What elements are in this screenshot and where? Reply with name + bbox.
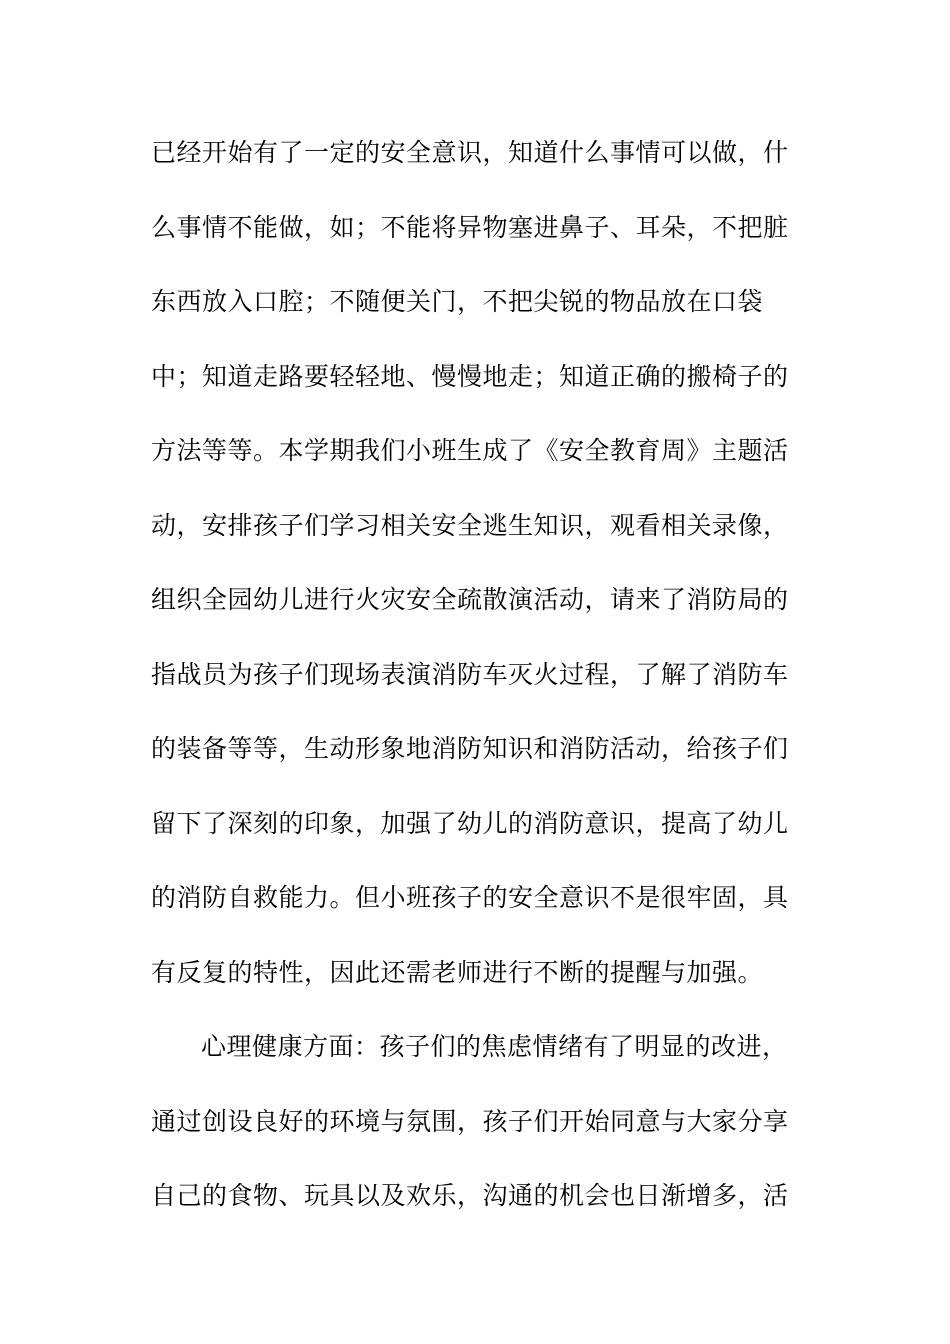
text-line: 方法等等。本学期我们小班生成了《安全教育周》主题活 [151, 436, 789, 465]
text-line: 组织全园幼儿进行火灾安全疏散演活动，请来了消防局的 [151, 585, 789, 614]
text-line: 指战员为孩子们现场表演消防车灭火过程，了解了消防车 [151, 659, 789, 689]
text-line: 自己的食物、玩具以及欢乐，沟通的机会也日渐增多，活 [151, 1181, 789, 1210]
text-line: 的消防自救能力。但小班孩子的安全意识不是很牢固，具 [151, 883, 789, 912]
text-line: 的装备等等，生动形象地消防知识和消防活动，给孩子们 [151, 734, 789, 763]
text-line: 东西放入口腔；不随便关门，不把尖锐的物品放在口袋 [151, 287, 764, 316]
text-line: 有反复的特性，因此还需老师进行不断的提醒与加强。 [151, 957, 764, 987]
text-line: 已经开始有了一定的安全意识，知道什么事情可以做，什 [151, 138, 789, 167]
text-line: 动，安排孩子们学习相关安全逃生知识，观看相关录像， [151, 510, 789, 540]
paragraph-start-line: 心理健康方面：孩子们的焦虑情绪有了明显的改进， [201, 1032, 788, 1061]
text-line: 通过创设良好的环境与氛围，孩子们开始同意与大家分享 [151, 1106, 789, 1136]
text-line: 留下了深刻的印象，加强了幼儿的消防意识，提高了幼儿 [151, 808, 789, 838]
body-text [151, 130, 801, 1248]
text-line: 中；知道走路要轻轻地、慢慢地走；知道正确的搬椅子的 [151, 361, 789, 391]
text-line: 么事情不能做，如；不能将异物塞进鼻子、耳朵，不把脏 [151, 212, 789, 242]
